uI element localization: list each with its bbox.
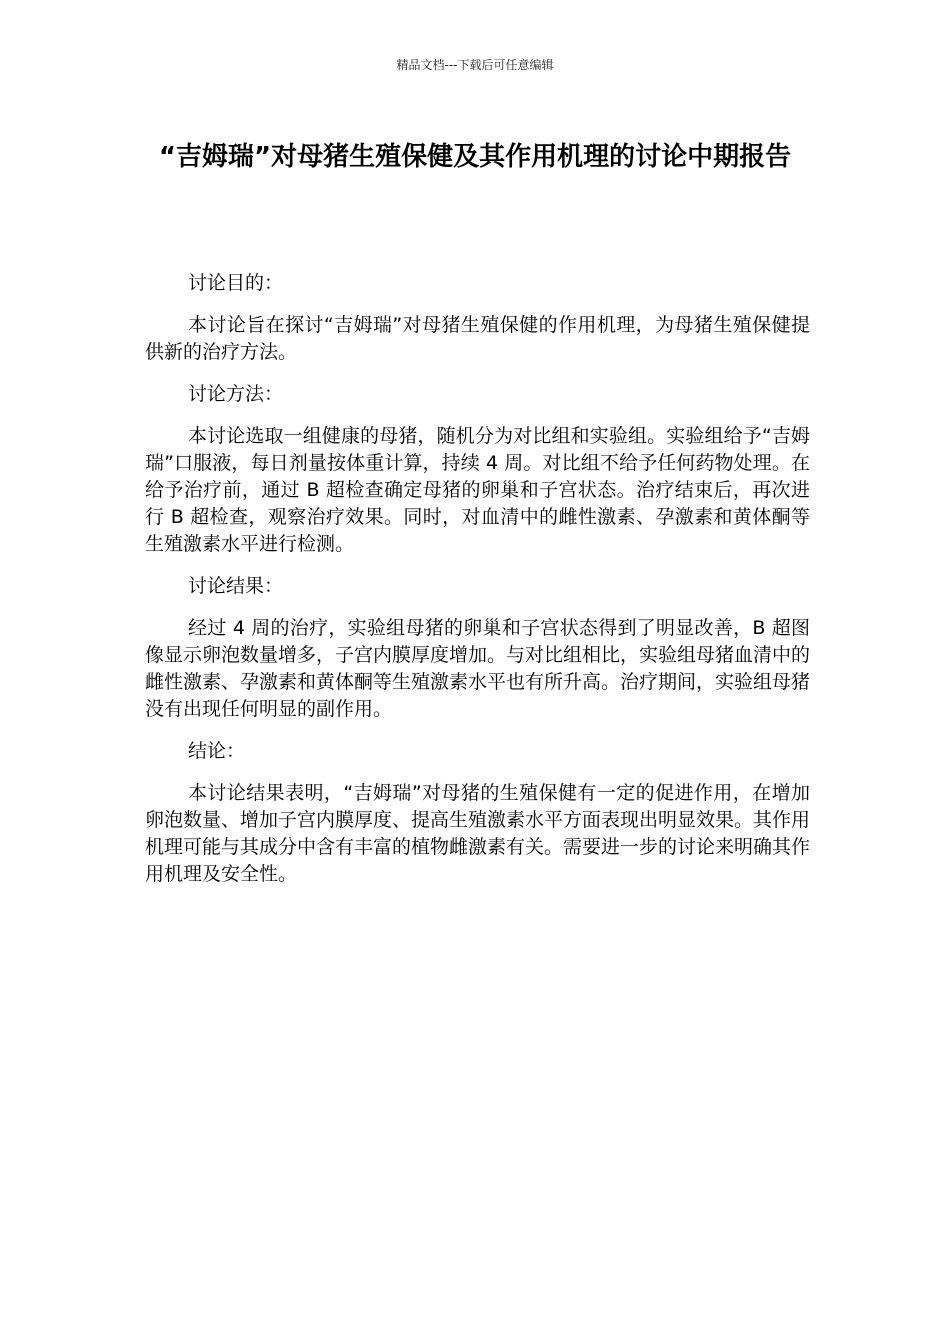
document-title: “吉姆瑞”对母猪生殖保健及其作用机理的讨论中期报告	[158, 142, 792, 172]
page-header: 精品文档---下载后可任意编辑	[396, 58, 554, 72]
document-body	[145, 270, 810, 903]
paragraph-method: 本讨论选取一组健康的母猪，随机分为对比组和实验组。实验组给予“吉姆瑞”口服液，每日剂量按体重计算，持续 4 周。对比组不给予任何药物处理。在给予治疗前，通过 B 超检查确定母猪的卵巢和子宫状态。治疗结束后，再次进行 B 超检查，观察治疗效果。同时，对血清中的雌性激素、孕激素和黄体酮等生殖激素水平进行检测。	[145, 425, 810, 555]
section-heading-method: 讨论方法：	[188, 383, 284, 405]
section-heading-purpose: 讨论目的：	[188, 272, 284, 294]
paragraph-conclusion: 本讨论结果表明，“吉姆瑞”对母猪的生殖保健有一定的促进作用，在增加卵泡数量、增加子宫内膜厚度、提高生殖激素水平方面表现出明显效果。其作用机理可能与其成分中含有丰富的植物雌激素有关。需要进一步的讨论来明确其作用机理及安全性。	[145, 782, 811, 885]
paragraph-results: 经过 4 周的治疗，实验组母猪的卵巢和子宫状态得到了明显改善，B 超图像显示卵泡数量增多，子宫内膜厚度增加。与对比组相比，实验组母猪血清中的雌性激素、孕激素和黄体酮等生殖激素水平也有所升高。治疗期间，实验组母猪没有出现任何明显的副作用。	[145, 617, 811, 720]
section-heading-results: 讨论结果：	[188, 575, 284, 597]
section-heading-conclusion: 结论：	[188, 740, 246, 762]
paragraph-purpose: 本讨论旨在探讨“吉姆瑞”对母猪生殖保健的作用机理，为母猪生殖保健提供新的治疗方法。	[145, 314, 810, 363]
